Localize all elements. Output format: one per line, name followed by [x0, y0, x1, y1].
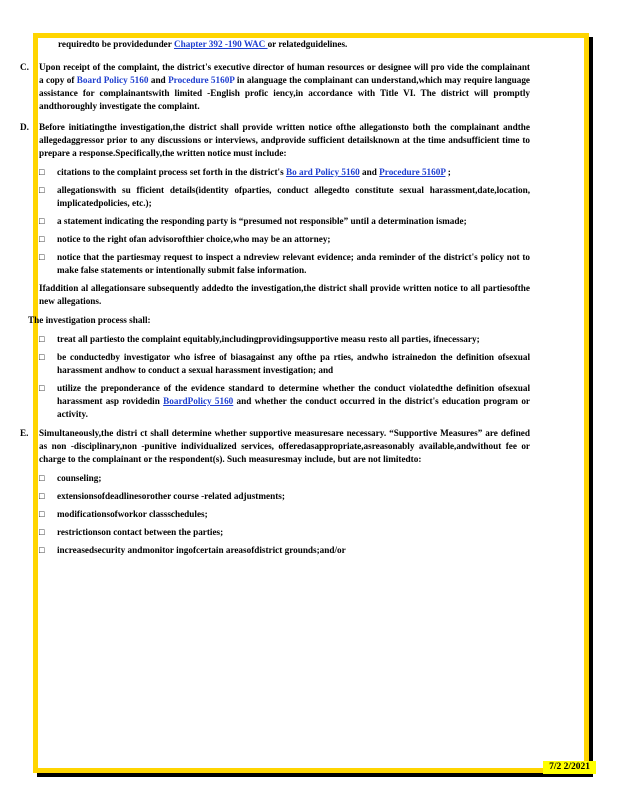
investigation-process-heading: The investigation process shall: [28, 315, 151, 325]
notice-contents-list [39, 166, 530, 277]
checkbox-bullet-icon: □ [39, 491, 45, 501]
section-d-intro: Before initiatingthe investigation,the district shall provide written notice ofthe allegationsto both the complainant andthe allegedaggressor prior to any discussions or interviews, andprovide sufficient detailsknown at the time andsufficient time to prepare a response.Specifically,the written notice must include: [39, 122, 530, 158]
list-item: □ extensionsofdeadlinesorother course -related adjustments; [39, 491, 285, 501]
list-item: □ notice that the partiesmay request to inspect a ndreview relevant evidence; anda reminder of the district's policy not to make false statements or intentionally submit false information. [39, 252, 530, 275]
additional-allegations-text: Ifaddition al allegationsare subsequently addedto the investigation,the district shall provide written notice to all partiesofthe new allegations. [39, 283, 530, 306]
section-c [20, 61, 530, 113]
list-item: □ counseling; [39, 473, 102, 483]
checkbox-bullet-icon: □ [39, 185, 45, 195]
board-policy-link[interactable]: Bo ard Policy 5160 [285, 167, 360, 177]
investigation-process-list [39, 333, 530, 421]
section-label: D. [20, 122, 29, 132]
revision-date-badge: 7/2 2/2021 [543, 761, 596, 774]
section-c-text: Upon receipt of the complaint, the district's executive director of human resources or designee will pro vide the complainant a copy of Board Policy 5160 and Procedure 5160P in alanguage the complainant can understand,which may require language assistance for complainantswith limited -English profic iency,in accordance with Title VI. The district will promptly andthoroughly investigate the complaint. [39, 62, 530, 111]
checkbox-bullet-icon: □ [39, 234, 45, 244]
document-body [20, 38, 530, 562]
continued-line: requiredto be providedunder Chapter 392 -190 WAC or relatedguidelines. [58, 39, 348, 49]
list-item: □ increasedsecurity andmonitor ingofcertain areasofdistrict grounds;and/or [39, 545, 346, 555]
list-item: □ notice to the right ofan advisorofthier choice,who may be an attorney; [39, 234, 331, 244]
supportive-measures-list [39, 472, 530, 557]
checkbox-bullet-icon: □ [39, 352, 45, 362]
section-label: E. [20, 428, 29, 438]
list-item: □ restrictionson contact between the parties; [39, 527, 224, 537]
procedure-link[interactable]: Procedure 5160P [379, 167, 446, 177]
section-label: C. [20, 62, 29, 72]
list-item: □ modificationsofworkor classschedules; [39, 509, 208, 519]
checkbox-bullet-icon: □ [39, 473, 45, 483]
checkbox-bullet-icon: □ [39, 527, 45, 537]
checkbox-bullet-icon: □ [39, 545, 45, 555]
list-item: □ be conductedby investigator who isfree of biasagainst any ofthe pa rties, andwho istrainedon the definition ofsexual harassment andhow to conduct a sexual harassment investigation; and [39, 352, 530, 375]
checkbox-bullet-icon: □ [39, 167, 45, 177]
list-item: □ a statement indicating the responding party is “presumed not responsible” until a determination ismade; [39, 216, 467, 226]
list-item: □ citations to the complaint process set forth in the district's Bo ard Policy 5160 and Procedure 5160P ; [39, 167, 451, 177]
procedure-link[interactable]: Procedure 5160P [168, 75, 235, 85]
section-d [20, 121, 530, 421]
checkbox-bullet-icon: □ [39, 509, 45, 519]
board-policy-link[interactable]: BoardPolicy 5160 [163, 396, 234, 406]
checkbox-bullet-icon: □ [39, 334, 45, 344]
list-item: □ allegationswith su fficient details(identity ofparties, conduct allegedto constitute sexual harassment,date,location, implicatedpolicies, etc.); [39, 185, 530, 208]
checkbox-bullet-icon: □ [39, 216, 45, 226]
section-e [20, 427, 530, 557]
list-item: □ utilize the preponderance of the evidence standard to determine whether the conduct violatedthe definition ofsexual harassment asp rovidedin BoardPolicy 5160 and whether the conduct occurred in the district's education program or activity. [39, 383, 530, 419]
board-policy-link[interactable]: Board Policy 5160 [76, 75, 149, 85]
list-item: □ treat all partiesto the complaint equitably,includingprovidingsupportive measu resto all parties, ifnecessary; [39, 334, 480, 344]
chapter-392-link[interactable]: Chapter 392 -190 WAC [173, 39, 268, 49]
checkbox-bullet-icon: □ [39, 252, 45, 262]
section-e-intro: Simultaneously,the distri ct shall determine whether supportive measuresare necessary. “Supportive Measures” are defined as non -disciplinary,non -punitive individualized services, offeredasappropriate,asreasonably available,andwithout fee or charge to the complainant or the respondent(s). Such measuresmay include, but are not limitedto: [39, 428, 530, 464]
checkbox-bullet-icon: □ [39, 383, 45, 393]
